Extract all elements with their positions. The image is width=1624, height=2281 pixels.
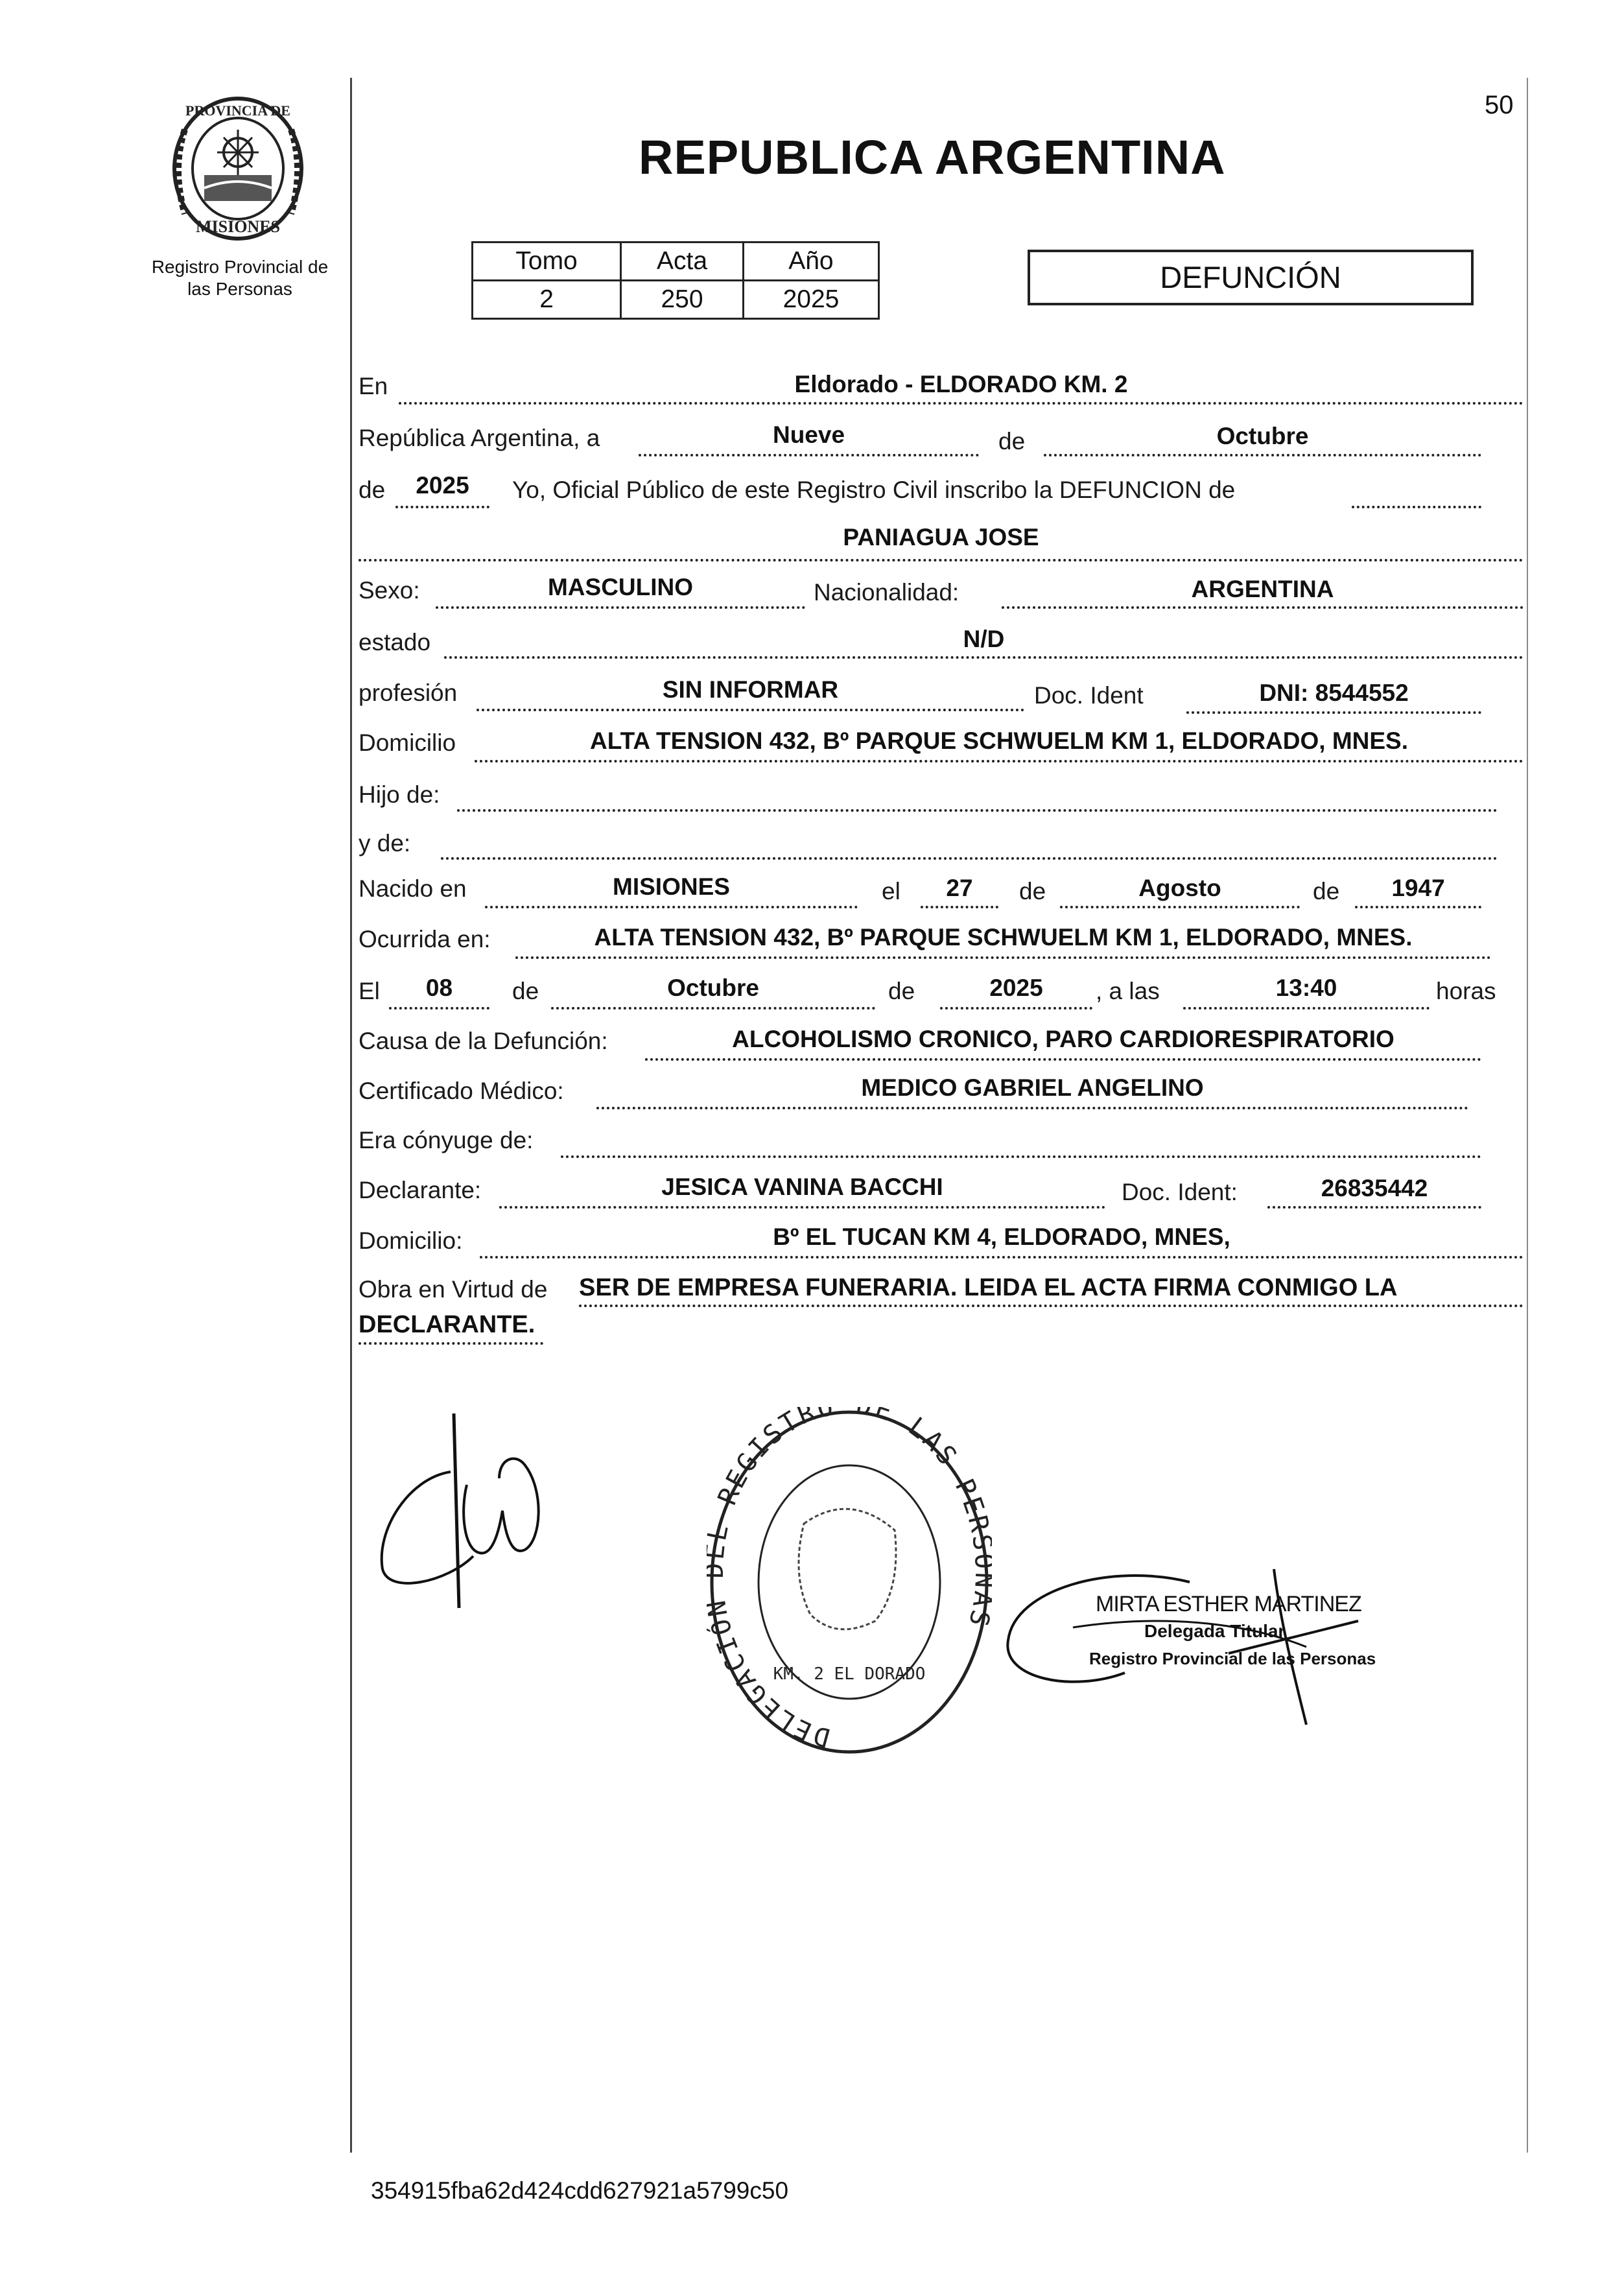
ocurrida-value: ALTA TENSION 432, Bº PARQUE SCHWUELM KM 1, ELDORADO, MNES. [594, 924, 1413, 951]
table-header-acta: Acta [621, 242, 744, 281]
month-dots [1044, 454, 1481, 456]
doc-ident2-label: Doc. Ident: [1122, 1179, 1238, 1205]
table-header-tomo: Tomo [473, 242, 621, 281]
deceased-name: PANIAGUA JOSE [843, 524, 1039, 550]
location-dots [399, 402, 1524, 405]
a-las-label: , a las [1096, 978, 1160, 1004]
page-number: 50 [1485, 91, 1514, 119]
nacido-en-value: MISIONES [613, 873, 730, 900]
profesion-dots [477, 709, 1024, 711]
profesion-value: SIN INFORMAR [662, 676, 839, 703]
month-value: Octubre [1216, 423, 1309, 449]
certificado-dots [596, 1107, 1468, 1109]
republica-label: República Argentina, a [359, 425, 600, 451]
doc-ident-label: Doc. Ident [1034, 682, 1144, 709]
birth-day-dots [921, 906, 998, 908]
official-role: Delegada Titular [1144, 1621, 1286, 1641]
birth-month-dots [1060, 906, 1300, 908]
record-table [471, 241, 880, 320]
day-dots [639, 454, 979, 456]
domicilio-dots [475, 760, 1524, 762]
birth-year-dots [1355, 906, 1481, 908]
page-title: REPUBLICA ARGENTINA [639, 130, 1226, 184]
de-label: de [998, 428, 1026, 455]
sexo-dots [436, 606, 805, 609]
right-margin-line [1527, 78, 1528, 2153]
left-margin-line [350, 78, 352, 2153]
stamp-inner-text: KM. 2 EL DORADO [773, 1664, 926, 1684]
doc-ident-value: DNI: 8544552 [1259, 680, 1409, 706]
de5-label: de [888, 978, 915, 1004]
death-month-dots [551, 1007, 875, 1010]
obra-dots-line1 [579, 1305, 1524, 1307]
en-label: En [359, 373, 388, 399]
birth-year-value: 1947 [1391, 875, 1445, 901]
official-institution: Registro Provincial de las Personas [1089, 1649, 1376, 1668]
doc-ident2-dots [1267, 1206, 1481, 1209]
signature-declarante [370, 1401, 564, 1621]
registry-name [130, 256, 350, 300]
ocurrida-label: Ocurrida en: [359, 926, 491, 952]
emblem-bottom-text: MISIONES [195, 217, 281, 236]
deceased-dots [359, 559, 1524, 561]
nacido-en-dots [485, 906, 858, 908]
y-de-dots [441, 857, 1498, 860]
doc-ident-dots [1186, 711, 1481, 714]
location-value: Eldorado - ELDORADO KM. 2 [794, 371, 1128, 397]
nacionalidad-value: ARGENTINA [1191, 576, 1334, 602]
document-hash: 354915fba62d424cdd627921a5799c50 [371, 2177, 789, 2204]
estado-dots [444, 656, 1524, 659]
estado-label: estado [359, 629, 431, 656]
certificado-value: MEDICO GABRIEL ANGELINO [861, 1074, 1204, 1101]
doc-ident2-value: 26835442 [1321, 1175, 1428, 1201]
domicilio2-value: Bº EL TUCAN KM 4, ELDORADO, MNES, [773, 1223, 1230, 1250]
official-stamp [707, 1407, 992, 1757]
table-header-anio: Año [743, 242, 878, 281]
obra-dots-line2 [359, 1342, 543, 1345]
nacido-en-label: Nacido en [359, 875, 467, 902]
obra-label: Obra en Virtud de [359, 1276, 548, 1303]
inscription-text: Yo, Oficial Público de este Registro Civil inscribo la DEFUNCION de [512, 477, 1236, 503]
year-value: 2025 [416, 472, 469, 499]
domicilio2-label: Domicilio: [359, 1227, 463, 1254]
sexo-label: Sexo: [359, 577, 420, 604]
certificado-label: Certificado Médico: [359, 1078, 564, 1104]
death-day-dots [389, 1007, 489, 1010]
registry-name-line2: las Personas [187, 279, 292, 299]
inscription-dots [1352, 506, 1481, 508]
stamp-ring-text: DELEGACIÓ REGISTRO E LAS PE [707, 1407, 991, 1753]
hijo-de-label: Hijo de: [359, 781, 440, 808]
profesion-label: profesión [359, 680, 458, 706]
death-time-dots [1183, 1007, 1430, 1010]
nacionalidad-label: Nacionalidad: [814, 579, 959, 606]
de3-label: de [1313, 878, 1340, 904]
obra-text-line1: SER DE EMPRESA FUNERARIA. LEIDA EL ACTA FIRMA CONMIGO LA [579, 1274, 1398, 1301]
death-day-value: 08 [425, 975, 453, 1001]
registry-name-line1: Registro Provincial de [151, 257, 329, 277]
emblem-top-text: PROVINCIA DE [185, 102, 290, 119]
causa-value: ALCOHOLISMO CRONICO, PARO CARDIORESPIRATORIO [732, 1026, 1395, 1052]
obra-text-line2: DECLARANTE. [359, 1311, 535, 1338]
death-year-dots [940, 1007, 1092, 1010]
death-month-value: Octubre [667, 975, 759, 1001]
declarante-label: Declarante: [359, 1177, 482, 1203]
death-year-value: 2025 [989, 975, 1043, 1001]
death-time-value: 13:40 [1275, 975, 1337, 1001]
causa-label: Causa de la Defunción: [359, 1028, 608, 1054]
conyuge-dots [561, 1155, 1481, 1158]
de4-label: de [512, 978, 539, 1004]
year-dots [395, 506, 489, 508]
el-label: el [882, 878, 900, 904]
table-value-tomo: 2 [473, 281, 621, 319]
sexo-value: MASCULINO [547, 574, 694, 600]
causa-dots [645, 1058, 1481, 1061]
official-name: MIRTA ESTHER MARTINEZ [1096, 1592, 1361, 1616]
hijo-de-dots [457, 809, 1498, 812]
record-type-box: DEFUNCIÓN [1028, 250, 1474, 305]
declarante-dots [499, 1206, 1105, 1209]
nacionalidad-dots [1002, 606, 1524, 609]
ocurrida-dots [515, 956, 1491, 959]
domicilio2-dots [480, 1256, 1524, 1259]
horas-label: horas [1436, 978, 1496, 1004]
birth-month-value: Agosto [1138, 875, 1221, 901]
birth-day-value: 27 [946, 875, 973, 901]
de2-label: de [1019, 878, 1046, 904]
declarante-value: JESICA VANINA BACCHI [661, 1174, 943, 1200]
table-value-anio: 2025 [743, 281, 878, 319]
El-label: El [359, 978, 380, 1004]
conyuge-label: Era cónyuge de: [359, 1127, 534, 1153]
domicilio-label: Domicilio [359, 729, 456, 756]
year-prefix-label: de [359, 477, 386, 503]
domicilio-value: ALTA TENSION 432, Bº PARQUE SCHWUELM KM 1, ELDORADO, MNES. [590, 727, 1408, 754]
y-de-label: y de: [359, 830, 411, 857]
day-value: Nueve [772, 421, 845, 448]
estado-value: N/D [963, 626, 1005, 652]
table-value-acta: 250 [621, 281, 744, 319]
province-emblem [159, 91, 318, 246]
